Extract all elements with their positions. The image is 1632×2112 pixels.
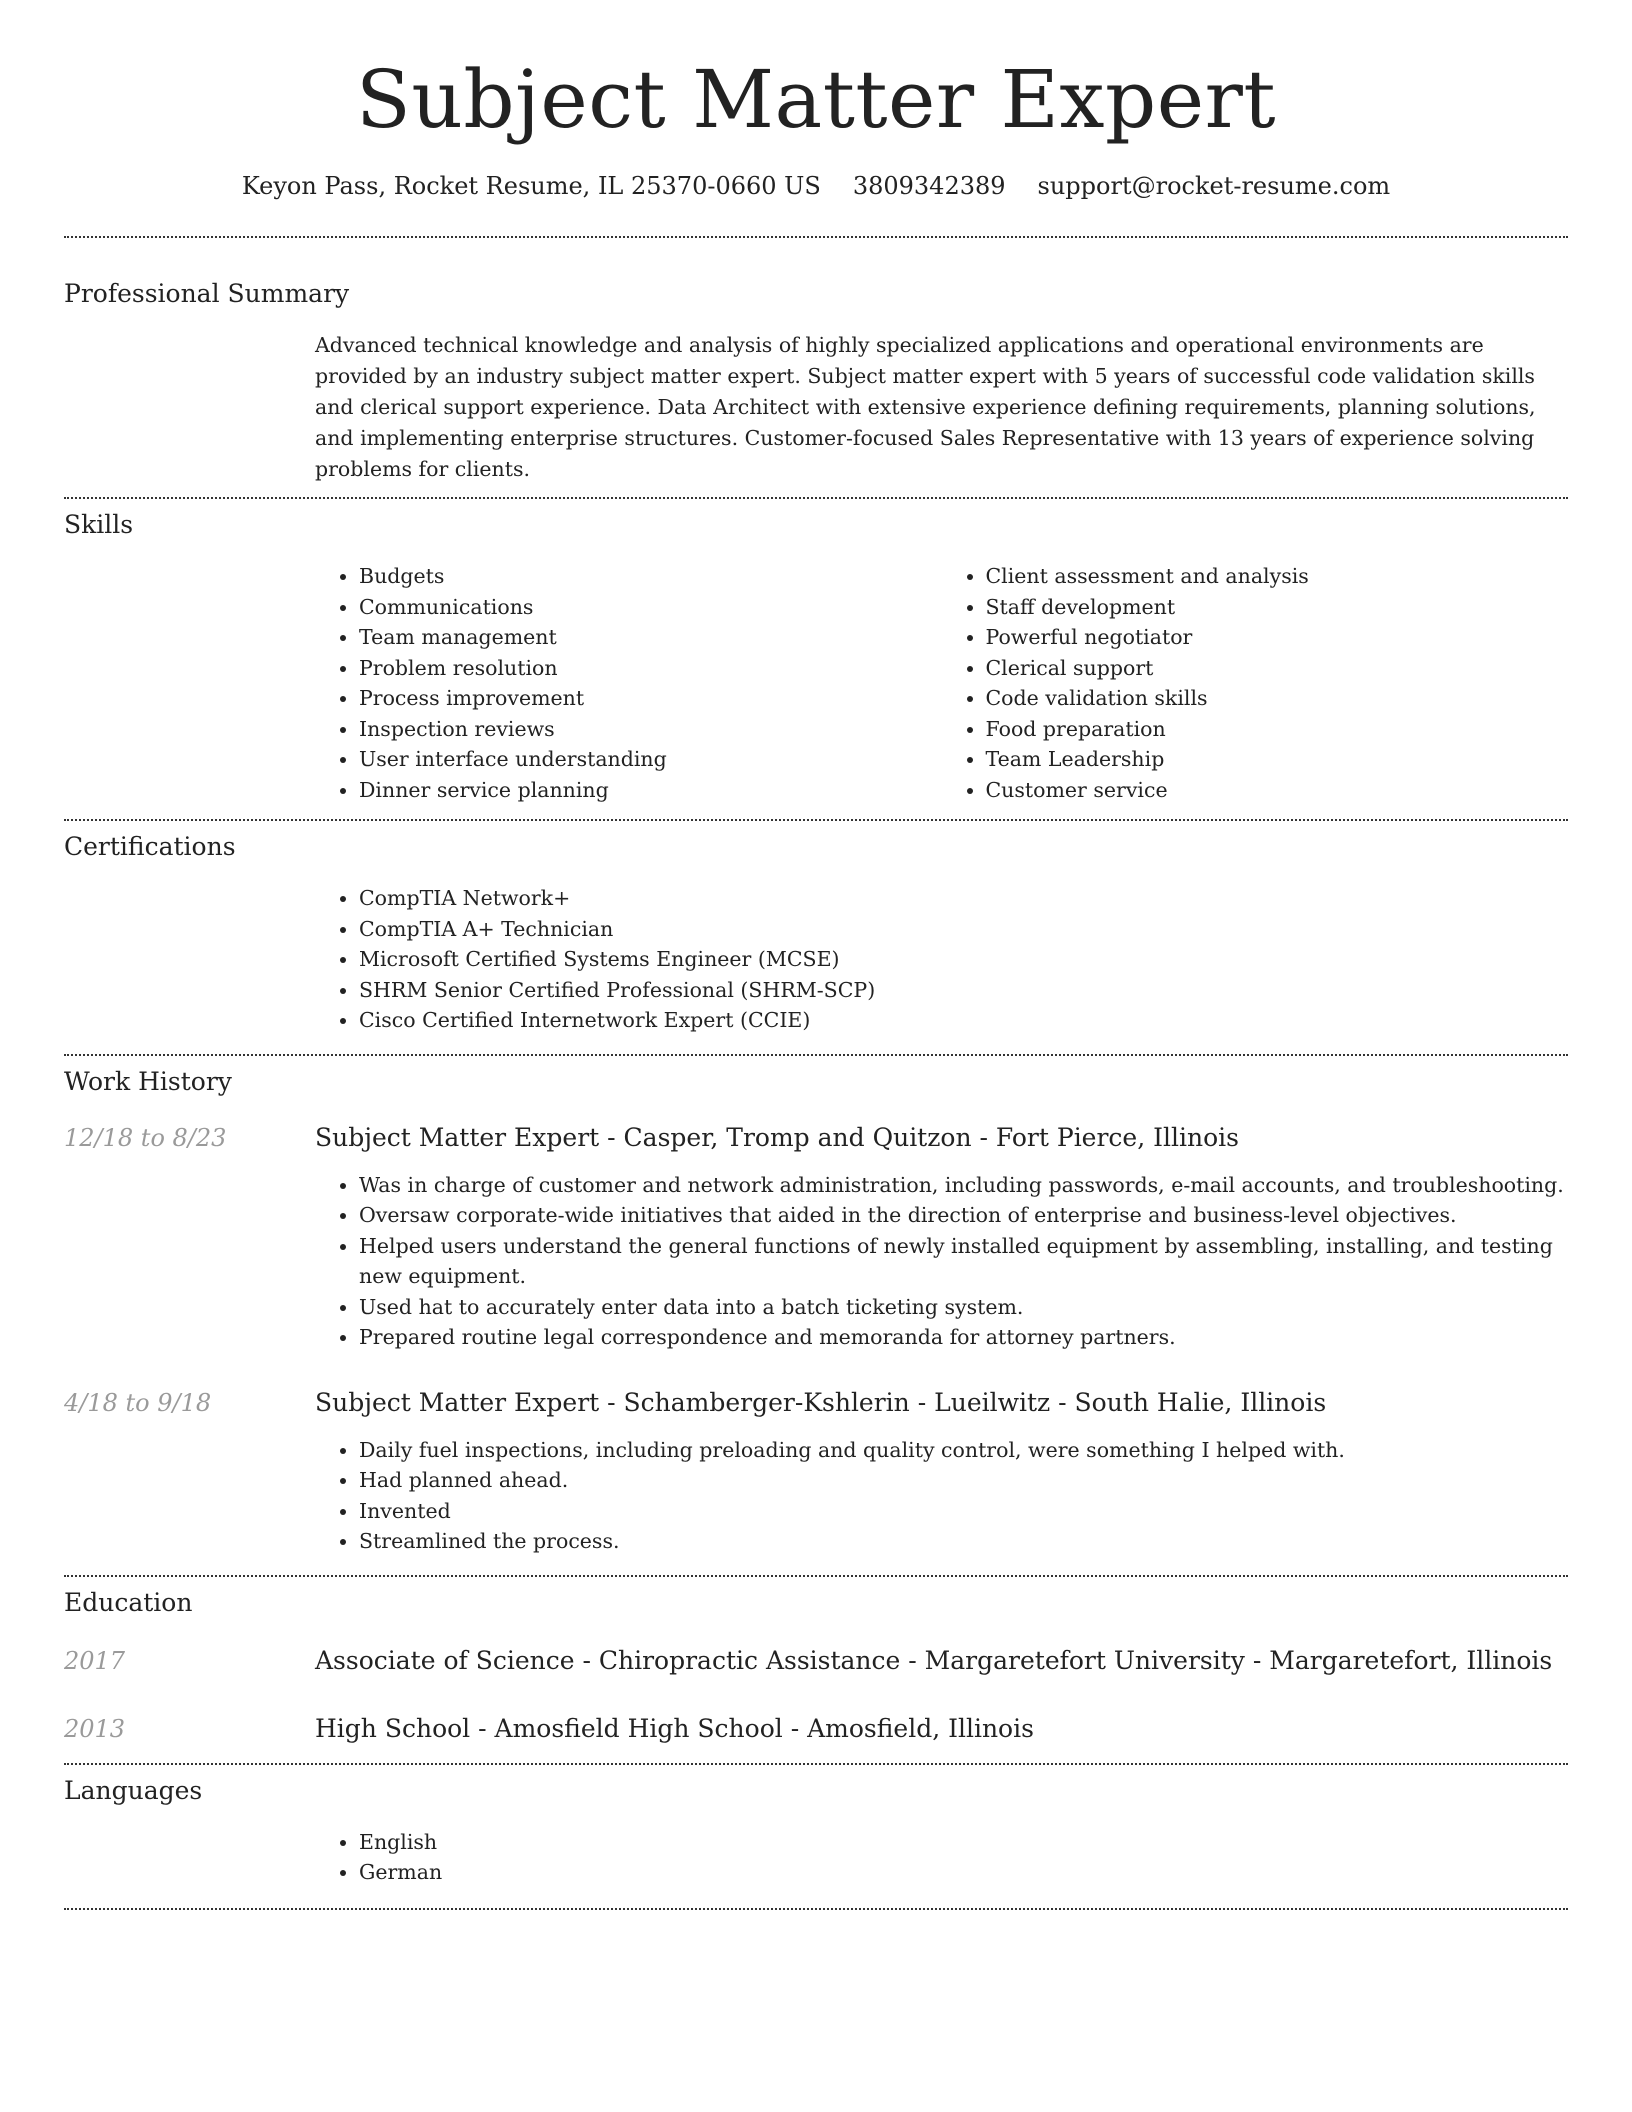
list-item: • Used hat to accurately enter data into a batch ticketing system. — [359, 1292, 1568, 1323]
list-item: • Team Leadership — [986, 744, 1569, 775]
list-item: • Helped users understand the general functions of newly installed equipment by assembling, installing, and testing new equipment. — [359, 1231, 1568, 1292]
list-item: • Code validation skills — [986, 683, 1569, 714]
list-item: • Customer service — [986, 775, 1569, 806]
education-entry — [64, 1645, 1568, 1677]
languages-heading: Languages — [64, 1775, 203, 1805]
education-heading: Education — [64, 1587, 193, 1617]
contact-phone: 3809342389 — [852, 172, 1006, 200]
job-bullets — [315, 1170, 1568, 1353]
job-entry — [64, 1387, 1568, 1557]
summary-text: Advanced technical knowledge and analysis of highly specialized applications and operational environments are provided by an industry subject matter expert. Subject matter expert with 5 years of successful code validation skills and clerical support experience. Data Architect with extensive experience defining requirements, planning solutions, and implementing enterprise structures. Customer-focused Sales Representative with 13 years of experience solving problems for clients. — [315, 333, 1536, 481]
skills-heading: Skills — [64, 510, 134, 539]
education-section — [64, 1577, 1568, 1745]
list-item: • Clerical support — [986, 653, 1569, 684]
list-item: • Dinner service planning — [359, 775, 942, 806]
list-item: • Cisco Certified Internetwork Expert (CCIE) — [359, 1005, 1568, 1036]
job-bullets — [315, 1435, 1568, 1557]
list-item: • Budgets — [359, 561, 942, 592]
certifications-heading: Certifications — [64, 832, 236, 861]
skills-list-left — [315, 561, 942, 805]
list-item: • Streamlined the process. — [359, 1526, 1568, 1557]
summary-heading: Professional Summary — [64, 279, 350, 308]
list-item: • Invented — [359, 1496, 1568, 1527]
resume-page — [64, 0, 1568, 1910]
list-item: • Microsoft Certified Systems Engineer (MCSE) — [359, 944, 1568, 975]
list-item: • Had planned ahead. — [359, 1465, 1568, 1496]
skills-section — [64, 499, 1568, 805]
list-item: • Daily fuel inspections, including preloading and quality control, were something I helped with. — [359, 1435, 1568, 1466]
list-item: • Was in charge of customer and network administration, including passwords, e-mail accounts, and troubleshooting. — [359, 1170, 1568, 1201]
education-title: Associate of Science - Chiropractic Assistance - Margaretefort University - Margaretefort, Illinois — [315, 1645, 1553, 1675]
list-item: • Client assessment and analysis — [986, 561, 1569, 592]
list-item: • Team management — [359, 622, 942, 653]
certifications-list — [315, 883, 1568, 1036]
list-item: • SHRM Senior Certified Professional (SHRM-SCP) — [359, 975, 1568, 1006]
list-item: • English — [359, 1827, 1568, 1858]
job-entry — [64, 1122, 1568, 1353]
education-entry — [64, 1713, 1568, 1745]
list-item: • Food preparation — [986, 714, 1569, 745]
job-dates: 12/18 to 8/23 — [64, 1123, 227, 1152]
section-divider — [64, 1908, 1568, 1910]
skills-list-right — [942, 561, 1569, 805]
job-dates: 4/18 to 9/18 — [64, 1388, 212, 1417]
education-year: 2017 — [64, 1646, 126, 1675]
list-item: • User interface understanding — [359, 744, 942, 775]
list-item: • Process improvement — [359, 683, 942, 714]
resume-title: Subject Matter Expert — [356, 53, 1276, 146]
list-item: • German — [359, 1857, 1568, 1888]
work-history-section — [64, 1056, 1568, 1557]
list-item: • Prepared routine legal correspondence and memoranda for attorney partners. — [359, 1322, 1568, 1353]
list-item: • Communications — [359, 592, 942, 623]
list-item: • CompTIA Network+ — [359, 883, 1568, 914]
list-item: • CompTIA A+ Technician — [359, 914, 1568, 945]
list-item: • Problem resolution — [359, 653, 942, 684]
certifications-section — [64, 821, 1568, 1036]
education-title: High School - Amosfield High School - Amosfield, Illinois — [315, 1713, 1034, 1743]
job-title: Subject Matter Expert - Casper, Tromp and Quitzon - Fort Pierce, Illinois — [315, 1122, 1239, 1152]
list-item: • Powerful negotiator — [986, 622, 1569, 653]
list-item: • Inspection reviews — [359, 714, 942, 745]
contact-address: Keyon Pass, Rocket Resume, IL 25370-0660 US — [241, 172, 821, 200]
languages-section — [64, 1765, 1568, 1888]
contact-line — [64, 170, 1568, 202]
list-item: • Staff development — [986, 592, 1569, 623]
education-year: 2013 — [64, 1714, 126, 1743]
job-title: Subject Matter Expert - Schamberger-Kshlerin - Lueilwitz - South Halie, Illinois — [315, 1387, 1327, 1417]
languages-list — [315, 1827, 1568, 1888]
summary-section — [64, 238, 1568, 485]
list-item: • Oversaw corporate-wide initiatives that aided in the direction of enterprise and business-level objectives. — [359, 1200, 1568, 1231]
contact-email: support@rocket-resume.com — [1037, 172, 1391, 200]
work-history-heading: Work History — [64, 1066, 232, 1096]
